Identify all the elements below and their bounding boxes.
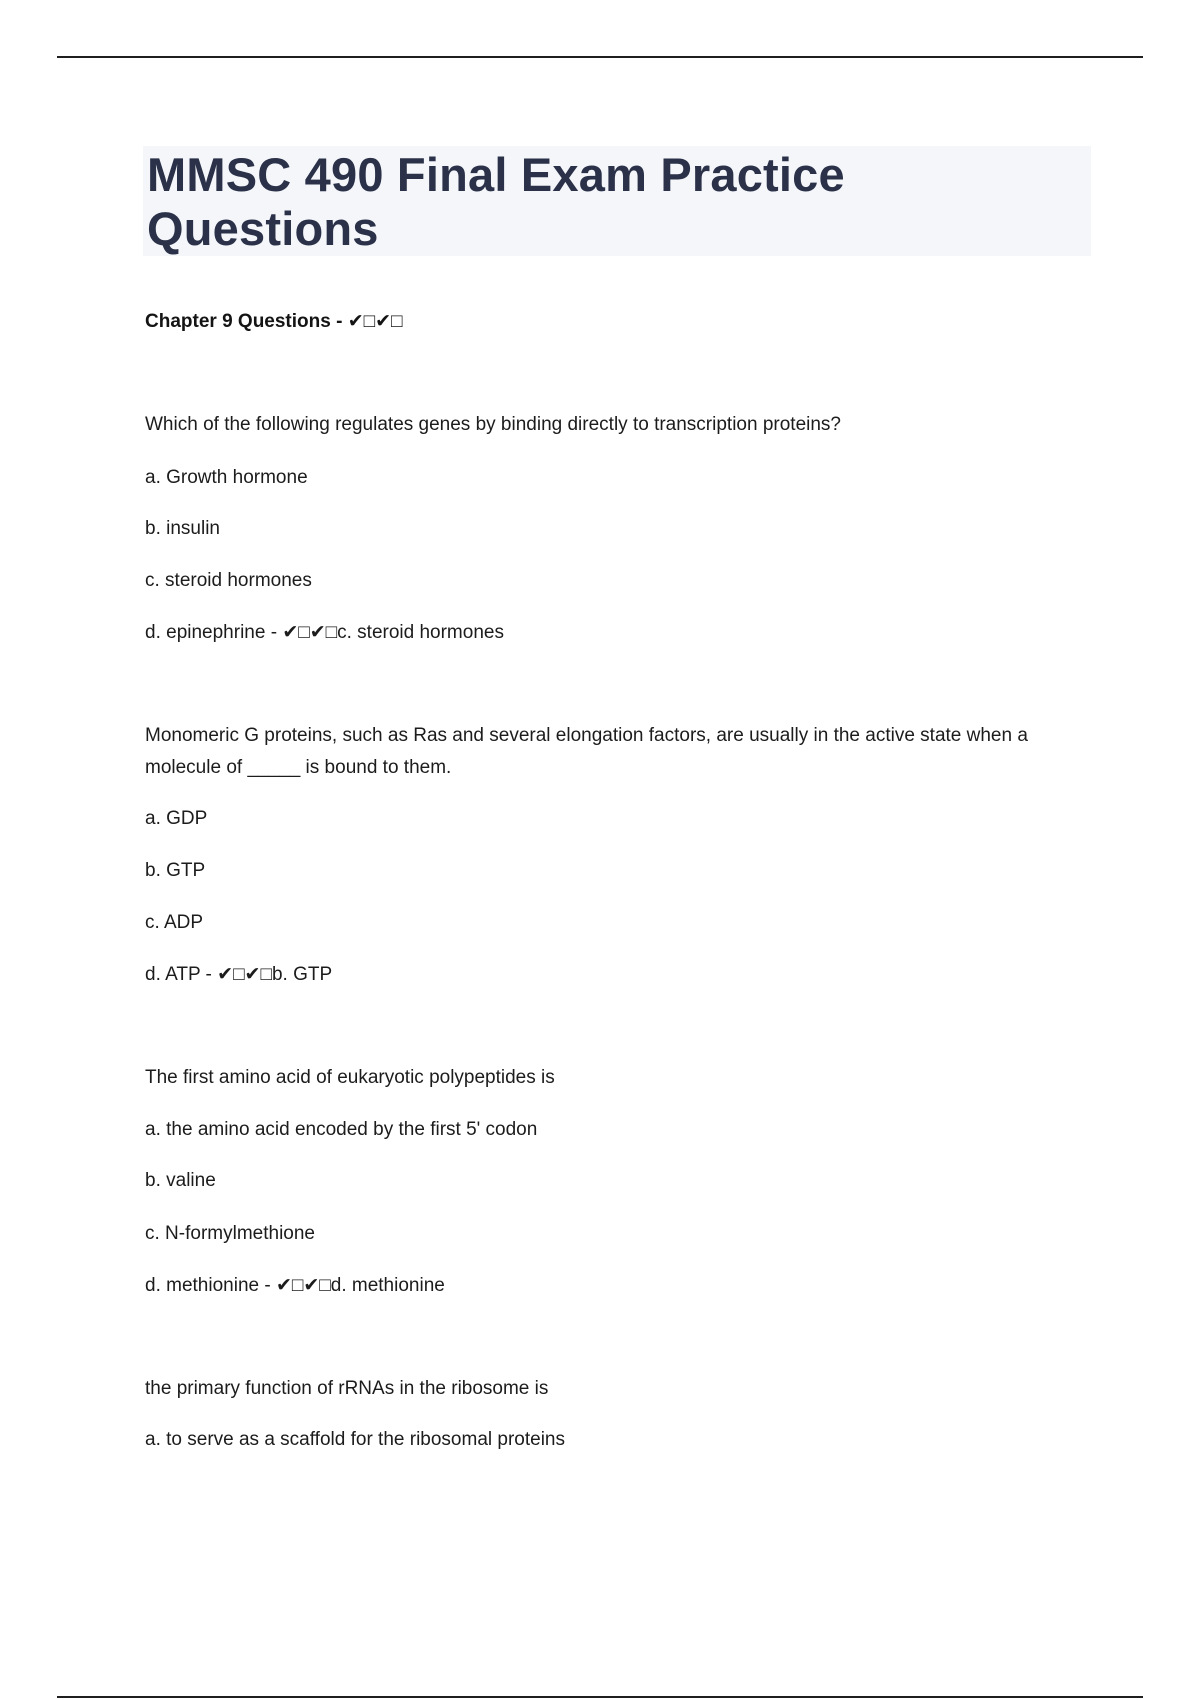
question-1-stem: Which of the following regulates genes by binding directly to transcription proteins? [145,414,841,435]
question-4-option-a: a. to serve as a scaffold for the ribosomal proteins [145,1429,565,1450]
question-2-stem: Monomeric G proteins, such as Ras and several elongation factors, are usually in the active state when a molecule of _____ is bound to them. [145,725,1028,778]
question-1-option-b: b. insulin [145,518,220,539]
question-4-stem: the primary function of rRNAs in the ribosome is [145,1378,549,1399]
question-3-option-c: c. N-formylmethione [145,1223,315,1244]
question-3-option-b: b. valine [145,1170,216,1191]
chapter-heading: Chapter 9 Questions - ✔□✔□ [145,311,403,332]
bottom-rule [57,1696,1143,1698]
title-banner [143,146,1091,256]
question-1-option-a: a. Growth hormone [145,467,308,488]
question-3-option-d-answer: d. methionine - ✔□✔□d. methionine [145,1275,445,1296]
question-2-option-d-answer: d. ATP - ✔□✔□b. GTP [145,964,333,985]
question-1-option-c: c. steroid hormones [145,570,312,591]
document-title: MMSC 490 Final Exam Practice Questions [147,148,845,255]
question-2-option-a: a. GDP [145,808,208,829]
question-3-stem: The first amino acid of eukaryotic polypeptides is [145,1067,555,1088]
question-1-option-d-answer: d. epinephrine - ✔□✔□c. steroid hormones [145,622,504,643]
top-rule [57,56,1143,58]
question-3-option-a: a. the amino acid encoded by the first 5' codon [145,1119,538,1140]
question-2-option-c: c. ADP [145,912,204,933]
question-2-option-b: b. GTP [145,860,206,881]
